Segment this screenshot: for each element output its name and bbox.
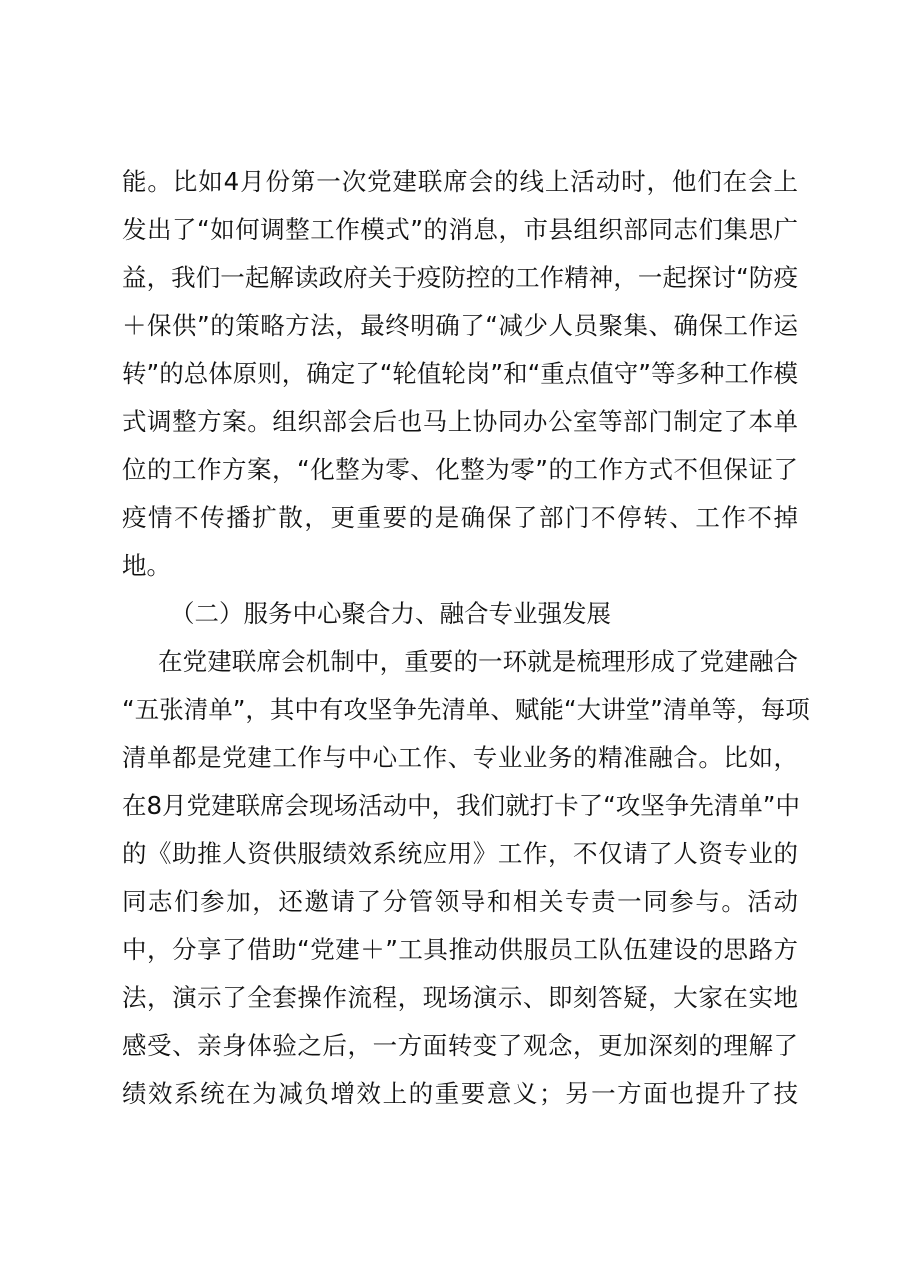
text-line: 转”的总体原则，确定了“轮值轮岗”和“重点值守”等多种工作模 <box>122 359 798 388</box>
text-line: 感受、亲身体验之后，一方面转变了观念，更加深刻的理解了 <box>122 1031 798 1060</box>
text-line: 法，演示了全套操作流程，现场演示、即刻答疑，大家在实地 <box>122 983 798 1012</box>
document-body <box>122 158 810 1118</box>
text-line: 中，分享了借助“党建＋”工具推动供服员工队伍建设的思路方 <box>122 935 798 964</box>
text-line: 疫情不传播扩散，更重要的是确保了部门不停转、工作不掉 <box>122 503 798 532</box>
text-line: 在8月党建联席会现场活动中，我们就打卡了“攻坚争先清单”中 <box>122 791 800 820</box>
text-line: 的《助推人资供服绩效系统应用》工作，不仅请了人资专业的 <box>122 839 798 868</box>
text-line: 能。比如4月份第一次党建联席会的线上活动时，他们在会上 <box>122 167 798 196</box>
text-line: 式调整方案。组织部会后也马上协同办公室等部门制定了本单 <box>122 407 798 436</box>
text-line: 位的工作方案，“化整为零、化整为零”的工作方式不但保证了 <box>122 455 798 484</box>
text-line: 益，我们一起解读政府关于疫防控的工作精神，一起探讨“防疫 <box>122 263 798 292</box>
text-line: “五张清单”，其中有攻坚争先清单、赋能“大讲堂”清单等，每项 <box>122 695 810 724</box>
paragraph-1 <box>122 158 798 590</box>
text-line: 同志们参加，还邀请了分管领导和相关专责一同参与。活动 <box>122 887 798 916</box>
text-line: ＋保供”的策略方法，最终明确了“减少人员聚集、确保工作运 <box>122 311 798 340</box>
text-line: 清单都是党建工作与中心工作、专业业务的精准融合。比如， <box>122 743 798 772</box>
section-heading: （二）服务中心聚合力、融合专业强发展 <box>170 599 611 628</box>
text-line: 地。 <box>122 551 171 580</box>
text-line: 发出了“如何调整工作模式”的消息，市县组织部同志们集思广 <box>122 215 798 244</box>
paragraph-2 <box>122 638 810 1118</box>
text-line: 在党建联席会机制中，重要的一环就是梳理形成了党建融合 <box>158 647 798 676</box>
text-line: 绩效系统在为减负增效上的重要意义；另一方面也提升了技 <box>122 1079 798 1108</box>
